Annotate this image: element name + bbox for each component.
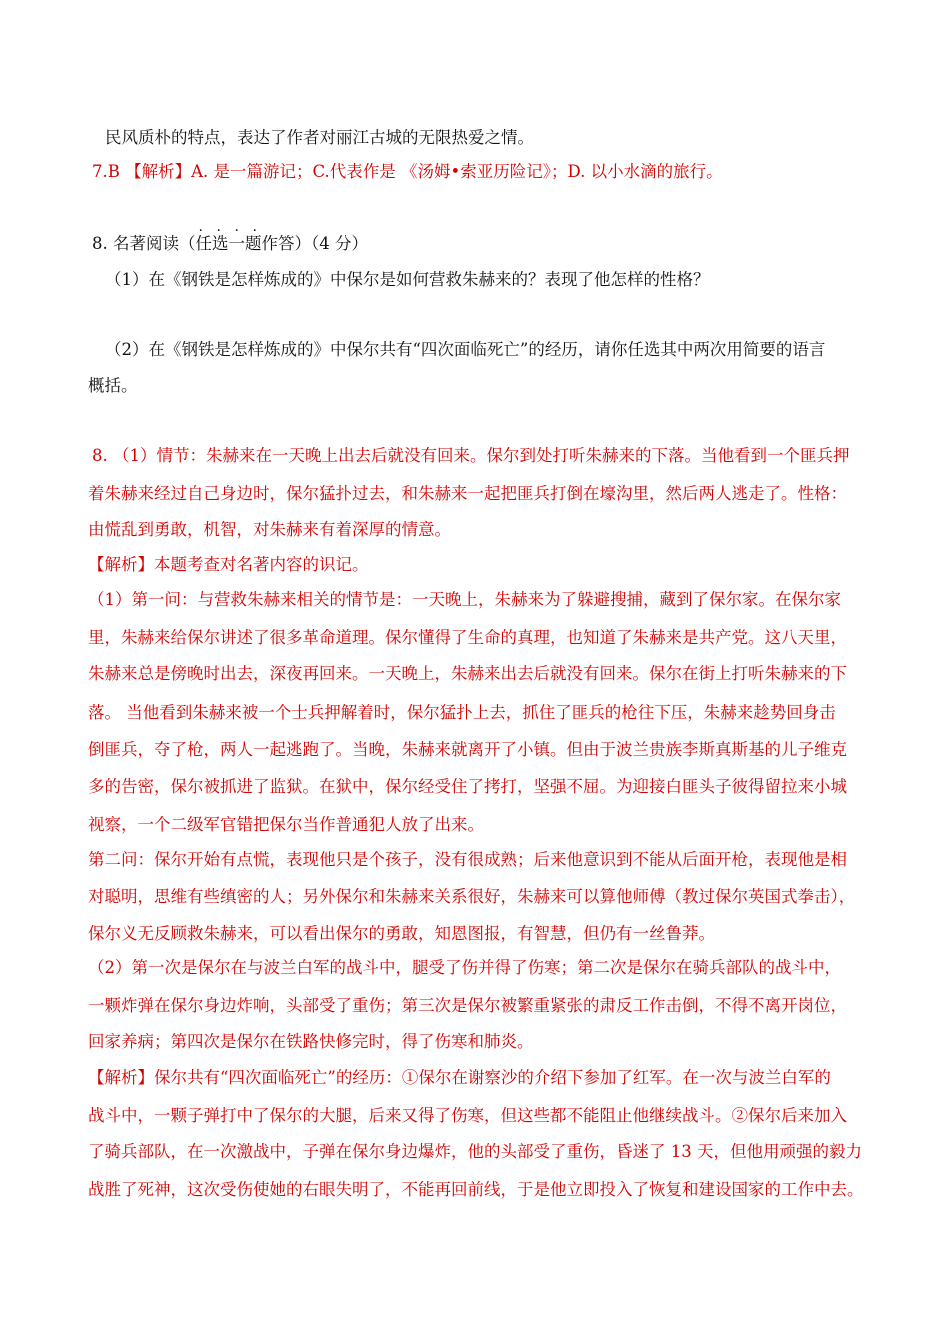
answer-line: 8. （1）情节：朱赫来在一天晚上出去后就没有回来。保尔到处打听朱赫来的下落。当他看到一个匪兵押 bbox=[92, 446, 850, 465]
answer-line: 战胜了死神，这次受伤使她的右眼失明了，不能再回前线，于是他立即投入了恢复和建设国家的工作中去。 bbox=[88, 1180, 864, 1199]
q8-sub2-line1: （2）在《钢铁是怎样炼成的》中保尔共有“四次面临死亡”的经历，请你任选其中两次用简要的语言 bbox=[105, 340, 826, 359]
q8-sub1: （1）在《钢铁是怎样炼成的》中保尔是如何营救朱赫来的？表现了他怎样的性格？ bbox=[105, 270, 710, 289]
answer-line: 视察，一个二级军官错把保尔当作普通犯人放了出来。 bbox=[88, 815, 484, 834]
answer-line: 一颗炸弹在保尔身边炸响，头部受了重伤；第三次是保尔被繁重紧张的肃反工作击倒，不得不离开岗位， bbox=[88, 996, 847, 1015]
answer-line: （2）第一次是保尔在与波兰白军的战斗中，腿受了伤并得了伤寒；第二次是保尔在骑兵部队的战斗中， bbox=[88, 958, 841, 977]
answer-line: 落。 当他看到朱赫来被一个士兵押解着时，保尔猛扑上去，抓住了匪兵的枪往下压，朱赫来趁势回身击 bbox=[88, 703, 836, 722]
answer-line: 多的告密，保尔被抓进了监狱。在狱中，保尔经受住了拷打，坚强不屈。为迎接白匪头子彼得留拉来小城 bbox=[88, 777, 847, 796]
prev-answer-tail: 民风质朴的特点，表达了作者对丽江古城的无限热爱之情。 bbox=[105, 128, 534, 147]
answer-line: 倒匪兵，夺了枪，两人一起逃跑了。当晚，朱赫来就离开了小镇。但由于波兰贵族李斯真斯基的儿子维克 bbox=[88, 740, 847, 759]
q8-title-post: 作答）（4 分） bbox=[261, 234, 368, 253]
answer-line: 由慌乱到勇敢，机智，对朱赫来有着深厚的情意。 bbox=[88, 520, 451, 539]
answer-line: 【解析】本题考查对名著内容的识记。 bbox=[88, 555, 369, 574]
answer-line: 对聪明，思维有些缜密的人；另外保尔和朱赫来关系很好，朱赫来可以算他师傅（教过保尔英国式拳击）， bbox=[88, 887, 856, 906]
q8-sub2-line2: 概括。 bbox=[88, 376, 138, 395]
answer-line: 战斗中，一颗子弹打中了保尔的大腿，后来又得了伤寒，但这些都不能阻止他继续战斗。②保尔后来加入 bbox=[88, 1106, 847, 1125]
answer-line: 里，朱赫来给保尔讲述了很多革命道理。保尔懂得了生命的真理，也知道了朱赫来是共产党。这八天里， bbox=[88, 628, 847, 647]
answer-line: 保尔义无反顾救朱赫来，可以看出保尔的勇敢，知恩图报，有智慧，但仍有一丝鲁莽。 bbox=[88, 924, 715, 943]
answer-line: 了骑兵部队，在一次激战中，子弹在保尔身边爆炸，他的头部受了重伤，昏迷了 13 天，但他用顽强的毅力 bbox=[88, 1142, 862, 1161]
answer-line: 回家养病；第四次是保尔在铁路快修完时，得了伤寒和肺炎。 bbox=[88, 1032, 534, 1051]
answer-line: 朱赫来总是傍晚时出去，深夜再回来。一天晚上，朱赫来出去后就没有回来。保尔在街上打听朱赫来的下 bbox=[88, 664, 847, 683]
q8-title bbox=[92, 219, 368, 254]
q8-title-pre: 8. 名著阅读（ bbox=[92, 234, 196, 253]
answer-line: 着朱赫来经过自己身边时，保尔猛扑过去，和朱赫来一起把匪兵打倒在壕沟里，然后两人逃走了。性格： bbox=[88, 484, 847, 503]
answer-line: （1）第一问：与营救朱赫来相关的情节是：一天晚上，朱赫来为了躲避搜捕，藏到了保尔家。在保尔家 bbox=[88, 590, 841, 609]
q8-title-emphasis: . . . . 任选一题 bbox=[195, 219, 262, 253]
answer-line: 第二问：保尔开始有点慌，表现他只是个孩子，没有很成熟；后来他意识到不能从后面开枪，表现他是相 bbox=[88, 850, 847, 869]
q7-answer: 7.B 【解析】A. 是一篇游记；C.代表作是 《汤姆•索亚历险记》；D. 以小水滴的旅行。 bbox=[92, 162, 723, 181]
answer-line: 【解析】保尔共有“四次面临死亡”的经历：①保尔在谢察沙的介绍下参加了红军。在一次与波兰白军的 bbox=[88, 1068, 831, 1087]
